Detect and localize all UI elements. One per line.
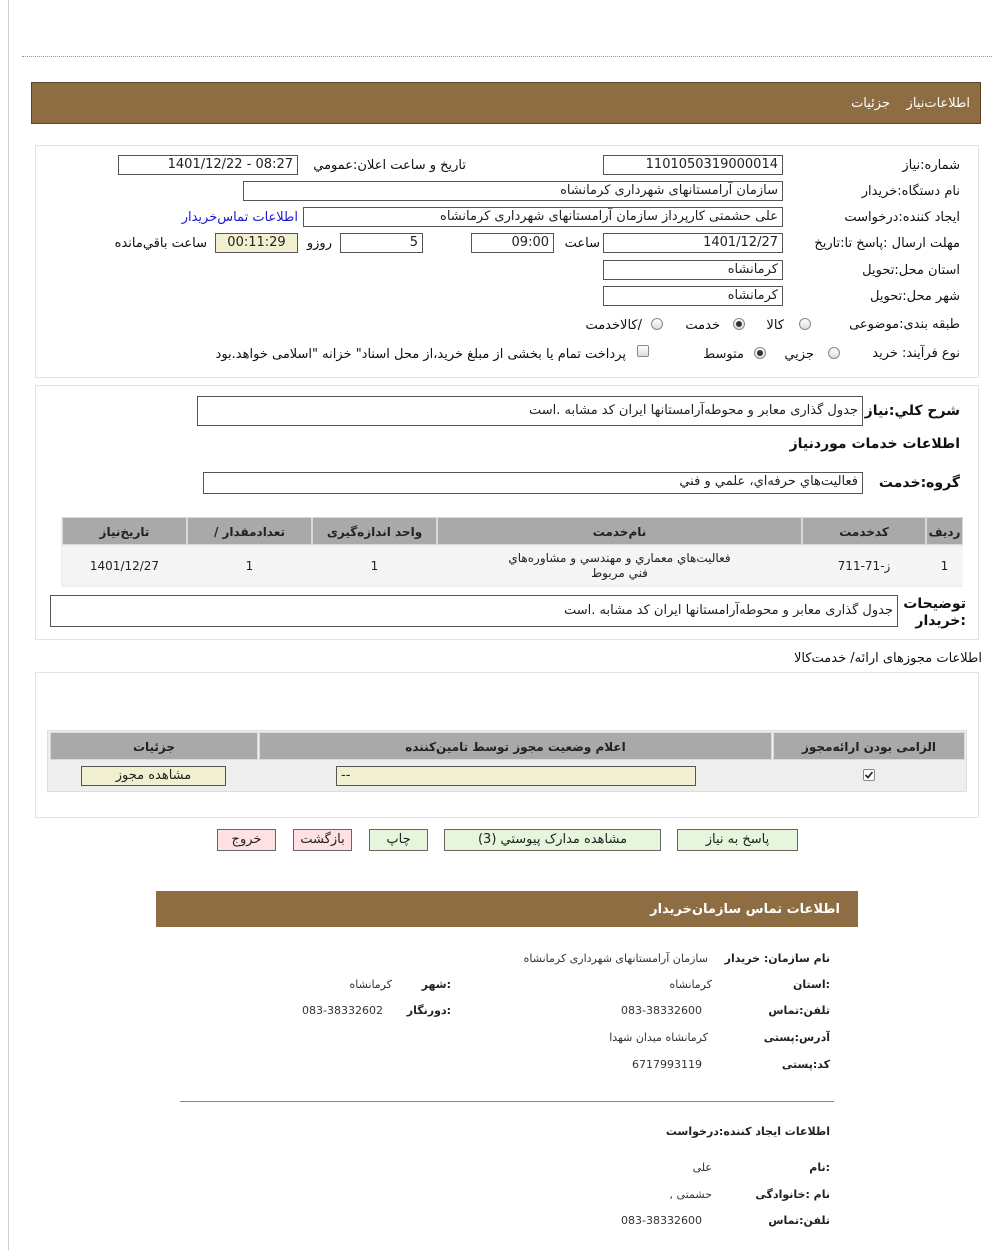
buyer-org-label: نام دستگاه:خريدار xyxy=(861,184,960,199)
process-medium-label: متوسط xyxy=(703,347,744,362)
header-tabs xyxy=(851,96,970,111)
treasury-payment-checkbox[interactable] xyxy=(637,345,649,357)
permit-required-checkbox xyxy=(863,769,875,781)
category-goods-service-label: /کالاخدمت xyxy=(585,318,642,333)
summary-field: جدول گذاری معابر و محوطه‌آرامستانها ایران کد مشابه .است xyxy=(197,396,863,426)
cell-quantity: 1 xyxy=(187,547,312,585)
announce-date-label: تاريخ و ساعت اعلان:عمومي xyxy=(313,158,466,173)
permit-col-required: الزامی بودن ارائه‌مجوز xyxy=(773,732,965,760)
contact-org-label: نام سازمان: خریدار xyxy=(724,952,830,965)
deadline-label: مهلت ارسال :پاسخ تا:تاريخ xyxy=(814,236,960,251)
days-label: روزو xyxy=(306,236,332,251)
category-service-label: خدمت xyxy=(685,318,720,333)
announce-date-field: 1401/12/22 - 08:27 xyxy=(118,155,298,175)
view-permit-button[interactable]: مشاهده مجوز xyxy=(81,766,226,786)
contact-address-label: آدرس:پستی xyxy=(763,1031,830,1044)
province-label: استان محل:تحويل xyxy=(862,263,960,278)
process-medium-radio[interactable] xyxy=(754,347,766,359)
process-minor-radio[interactable] xyxy=(828,347,840,359)
contact-phone-value: 083-38332600 xyxy=(621,1004,702,1017)
buyer-contact-header xyxy=(156,891,858,927)
service-group-label: گروه:خدمت xyxy=(878,475,960,491)
attachments-button[interactable]: مشاهده مدارک پيوستي (3) xyxy=(444,829,661,851)
print-button[interactable]: چاپ xyxy=(369,829,428,851)
permit-col-status: اعلام وضعيت مجوز توسط تامين‌کننده xyxy=(259,732,772,760)
checkmark-icon xyxy=(864,770,874,780)
city-label: شهر محل:تحويل xyxy=(870,289,960,304)
category-goods-radio[interactable] xyxy=(799,318,811,330)
cell-unit: 1 xyxy=(312,547,437,585)
creator-phone-label: تلفن:تماس xyxy=(768,1214,830,1227)
permits-title: اطلاعات مجوزهای ارائه/ خدمت‌کالا xyxy=(793,651,982,666)
col-header-need-date: تاريخ‌نياز xyxy=(62,517,187,545)
creator-info-title: اطلاعات ایجاد کننده:درخواست xyxy=(665,1125,830,1138)
creator-field: علی حشمتی کارپرداز سازمان آرامستانهای شهرداری کرمانشاه xyxy=(303,207,783,227)
col-header-row-num: رديف xyxy=(926,517,963,545)
creator-phone-value: 083-38332600 xyxy=(621,1214,702,1227)
contact-divider xyxy=(180,1101,834,1102)
buyer-contact-link[interactable]: اطلاعات تماس‌خريدار xyxy=(181,210,298,225)
summary-label: شرح کلي:نياز xyxy=(864,403,960,419)
permits-table xyxy=(47,730,967,792)
reply-button[interactable]: پاسخ به نياز xyxy=(677,829,798,851)
cell-need-date: 1401/12/27 xyxy=(62,547,187,585)
province-field: کرمانشاه xyxy=(603,260,783,280)
col-header-quantity: / تعدادمقدار xyxy=(187,517,312,545)
left-border-line xyxy=(8,0,9,1250)
need-number-label: شماره:نياز xyxy=(902,158,960,173)
col-header-unit: واحد اندازه‌گيری xyxy=(312,517,437,545)
buyer-org-field: سازمان آرامستانهای شهرداری کرمانشاه xyxy=(243,181,783,201)
deadline-time-label: ساعت xyxy=(564,236,600,251)
contact-city-value: کرمانشاه xyxy=(349,978,392,991)
need-info-panel xyxy=(35,145,979,378)
creator-name-value: علی xyxy=(692,1161,712,1174)
days-field: 5 xyxy=(340,233,423,253)
remaining-time-label: ساعت باقي‌مانده xyxy=(114,236,207,251)
remaining-time-field: 00:11:29 xyxy=(215,233,298,253)
permit-col-details: جزئيات xyxy=(50,732,258,760)
category-goods-label: کالا xyxy=(766,318,784,333)
services-table xyxy=(61,517,963,587)
permit-status-field: -- xyxy=(336,766,696,786)
cell-service-name: فعاليت‌هاي معماري و مهندسي و مشاوره‌هاي فني مربوط xyxy=(437,547,802,585)
category-service-radio[interactable] xyxy=(733,318,745,330)
contact-postal-value: 6717993119 xyxy=(632,1058,702,1071)
treasury-payment-note: پرداخت تمام يا بخشی از مبلغ خريد،از محل اسناد" خزانه "اسلامی خواهد.بود xyxy=(215,347,626,362)
category-label: طبقه بندی:موضوعی xyxy=(849,317,960,332)
tab-need-info[interactable]: اطلاعات‌نياز xyxy=(906,96,970,111)
buyer-notes-field: جدول گذاری معابر و محوطه‌آرامستانها ایران کد مشابه .است xyxy=(50,595,898,627)
contact-province-value: کرمانشاه xyxy=(669,978,712,991)
creator-family-label: نام :خانوادگی xyxy=(755,1188,830,1201)
col-header-service-name: نام‌خدمت xyxy=(437,517,802,545)
process-minor-label: جزيي xyxy=(784,347,814,362)
service-group-field: فعاليت‌هاي حرفه‌اي، علمي و فني xyxy=(203,472,863,494)
contact-phone-label: تلفن:تماس xyxy=(768,1004,830,1017)
buyer-notes-label: توضيحات :خريدار xyxy=(903,596,966,629)
category-goods-service-radio[interactable] xyxy=(651,318,663,330)
back-button[interactable]: بازگشت xyxy=(293,829,352,851)
contact-city-label: :شهر xyxy=(421,978,451,991)
contact-province-label: :استان xyxy=(793,978,830,991)
contact-fax-label: :دورنگار xyxy=(406,1004,451,1017)
deadline-time-field: 09:00 xyxy=(471,233,554,253)
contact-fax-value: 083-38332602 xyxy=(302,1004,383,1017)
creator-family-value: حشمتی , xyxy=(669,1188,712,1201)
contact-postal-label: کد:پستی xyxy=(781,1058,830,1071)
city-field: کرمانشاه xyxy=(603,286,783,306)
services-title: اطلاعات خدمات مورد‌نیاز xyxy=(789,436,960,452)
contact-address-value: کرمانشاه میدان شهدا xyxy=(609,1031,708,1044)
dotted-divider xyxy=(22,56,992,57)
creator-name-label: :نام xyxy=(809,1161,830,1174)
process-label: نوع فرآيند: خريد xyxy=(872,346,960,361)
cell-service-code: ز-71-711 xyxy=(802,547,926,585)
page-header-bar xyxy=(31,82,981,124)
col-header-service-code: کدخدمت xyxy=(802,517,926,545)
exit-button[interactable]: خروج xyxy=(217,829,276,851)
tab-details[interactable]: جزئيات xyxy=(851,96,891,111)
creator-label: ايجاد کننده:درخواست xyxy=(844,210,960,225)
deadline-date-field: 1401/12/27 xyxy=(603,233,783,253)
buyer-contact-title: اطلاعات تماس سازمان‌خريدار xyxy=(650,902,840,917)
cell-row-num: 1 xyxy=(926,547,963,585)
need-number-field: 1101050319000014 xyxy=(603,155,783,175)
contact-org-value: سازمان آرامستانهای شهرداری کرمانشاه xyxy=(523,952,708,965)
